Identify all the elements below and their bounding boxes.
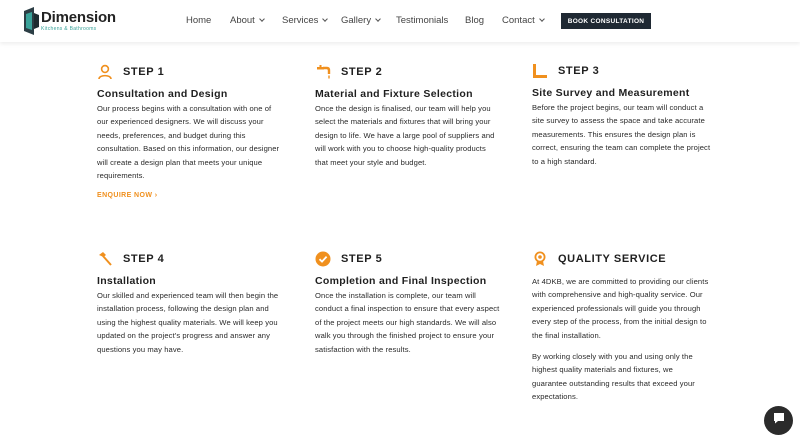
step-label: STEP 1 — [123, 66, 165, 78]
step-paragraph: Once the design is finalised, our team will help you select the materials and fixtures that will bring your design to life. We have a large pool of suppliers and will work with you to choose high-quality products that meet your style and budget. — [315, 104, 495, 167]
chevron-down-icon — [323, 16, 329, 22]
site-header — [0, 0, 800, 42]
nav-gallery-label: Gallery — [341, 15, 372, 26]
step-card-2 — [315, 62, 500, 169]
step-paragraph: At 4DKB, we are committed to providing our clients with comprehensive and high-quality service. Our experienced professionals will guide you through every step of the process, from the initial design to the final installation. — [532, 277, 709, 340]
step-description — [97, 289, 282, 356]
logo-mark-icon — [22, 7, 40, 35]
nav-services[interactable] — [282, 15, 327, 26]
step-paragraph: By working closely with you and using only the highest quality materials and fixtures, we guarantee outstanding results that exceed your expectations. — [532, 352, 695, 402]
step-card-1 — [97, 62, 282, 202]
step-card-5 — [315, 249, 500, 356]
step-paragraph: Once the installation is complete, our team will conduct a final inspection to ensure that every aspect of the project meets our high standards. We will also walk you through the finished project to ensure your satisfaction with the results. — [315, 291, 500, 354]
quality-service-card — [532, 249, 710, 404]
step-description — [532, 101, 717, 168]
award-icon — [532, 251, 548, 267]
nav-home-label: Home — [186, 15, 212, 26]
step-label: STEP 4 — [123, 253, 165, 265]
step-label: STEP 2 — [341, 66, 383, 78]
nav-about-label: About — [230, 15, 255, 26]
nav-blog[interactable] — [465, 15, 484, 26]
faucet-icon — [315, 64, 331, 80]
user-icon — [97, 64, 113, 80]
step-description — [532, 275, 710, 404]
nav-about[interactable] — [230, 15, 264, 26]
chat-icon — [772, 411, 786, 430]
chevron-down-icon — [375, 16, 381, 22]
check-circle-icon — [315, 251, 331, 267]
nav-testimonials[interactable] — [396, 15, 448, 26]
hammer-icon — [97, 251, 113, 267]
step-label: STEP 5 — [341, 253, 383, 265]
step-paragraph: Our process begins with a consultation with one of our experienced designers. We will discuss your needs, preferences, and budget during this consultation. Based on this information, our designer will create a design plan that meets your unique requirements. — [97, 104, 280, 181]
nav-testimonials-label: Testimonials — [396, 15, 449, 26]
step-title: Material and Fixture Selection — [315, 88, 473, 100]
nav-contact[interactable] — [502, 15, 544, 26]
step-description — [315, 289, 500, 356]
book-consultation-button[interactable]: BOOK CONSULTATION — [561, 13, 651, 29]
step-title: Site Survey and Measurement — [532, 87, 690, 99]
logo[interactable] — [22, 7, 116, 35]
ruler-icon — [532, 63, 548, 79]
step-paragraph: Before the project begins, our team will conduct a site survey to assess the space and take accurate measurements. This ensures the design plan is correct, ensuring the team can complete the project to a high standard. — [532, 103, 711, 166]
step-title: Installation — [97, 275, 157, 287]
enquire-now-link[interactable]: ENQUIRE NOW › — [97, 192, 158, 200]
nav-contact-label: Contact — [502, 15, 535, 26]
logo-title: Dimension — [41, 9, 116, 26]
chat-button[interactable] — [764, 406, 793, 435]
step-title: Completion and Final Inspection — [315, 275, 487, 287]
step-paragraph: Our skilled and experienced team will then begin the installation process, following the design plan and using the highest quality materials. We will keep you updated on the project's progress and answer any questions you may have. — [97, 291, 279, 354]
chevron-down-icon — [259, 16, 265, 22]
step-description — [315, 102, 500, 169]
step-label: QUALITY SERVICE — [558, 253, 667, 265]
nav-blog-label: Blog — [465, 15, 485, 26]
step-card-4 — [97, 249, 282, 356]
logo-tagline: Kitchens & Bathrooms — [41, 26, 97, 32]
step-label: STEP 3 — [558, 65, 600, 77]
step-title: Consultation and Design — [97, 88, 228, 100]
nav-services-label: Services — [282, 15, 319, 26]
nav-home[interactable] — [186, 15, 211, 26]
step-description — [97, 102, 282, 182]
step-card-3 — [532, 61, 717, 168]
chevron-down-icon — [539, 16, 545, 22]
nav-gallery[interactable] — [341, 15, 380, 26]
